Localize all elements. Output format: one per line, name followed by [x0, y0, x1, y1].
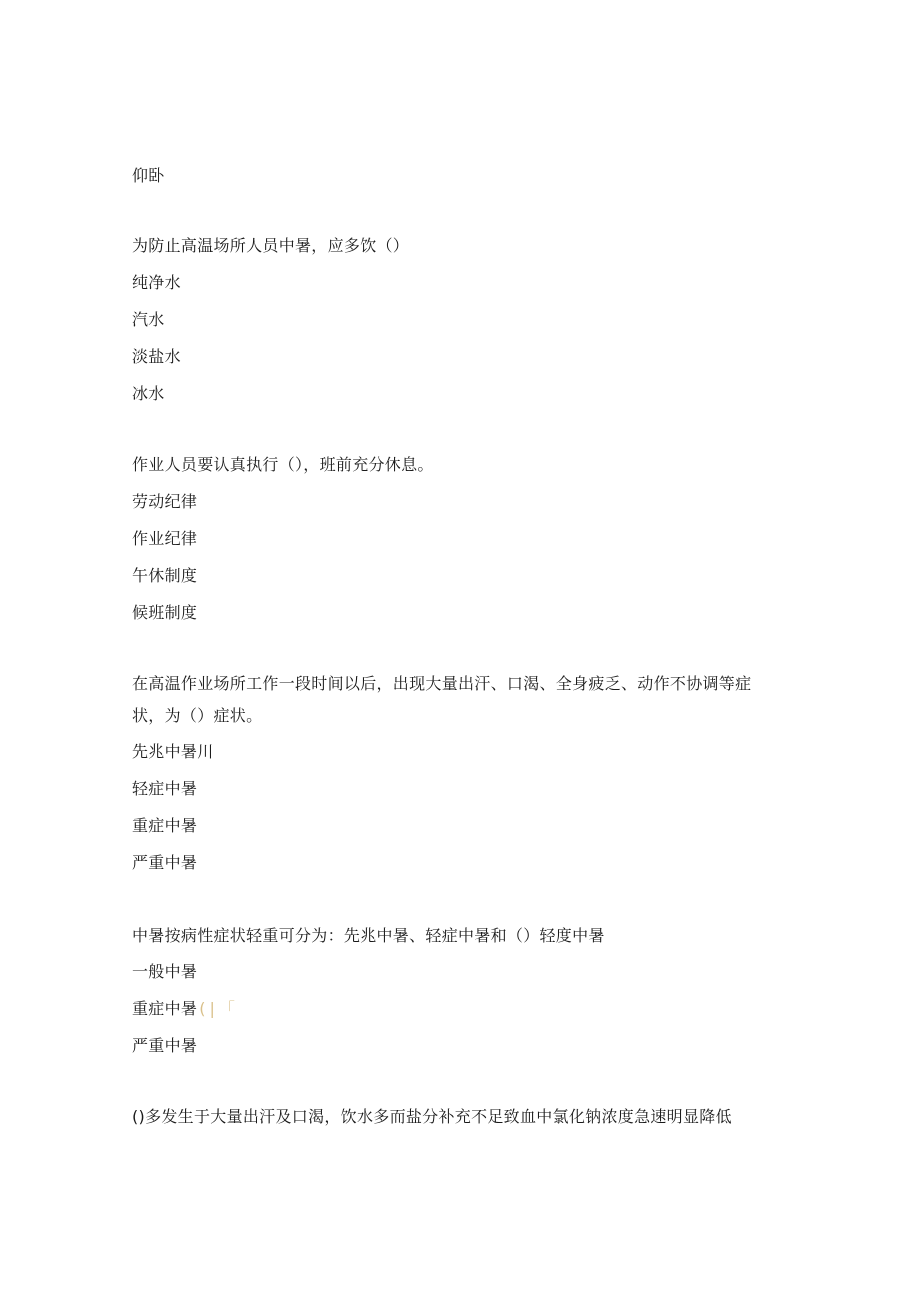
option-text-with-mark [132, 999, 239, 1019]
option-text: 作业纪律 [132, 529, 198, 548]
option-text: 冰水 [132, 384, 165, 403]
option-text: 淡盐水 [132, 347, 181, 366]
option-text: 严重中暑 [132, 853, 198, 872]
option-text: 重症中暑 [132, 816, 198, 835]
question-text: 中暑按病性症状轻重可分为：先兆中暑、轻症中暑和（）轻度中暑 [132, 926, 605, 945]
option-text: 午休制度 [132, 566, 198, 585]
option-text: 纯净水 [132, 273, 181, 292]
option-label: 重症中暑 [132, 999, 198, 1018]
question-text: 作业人员要认真执行（），班前充分休息。 [132, 455, 434, 474]
option-text: 一般中暑 [132, 962, 198, 981]
option-text: 汽水 [132, 310, 165, 329]
option-text: 劳动纪律 [132, 492, 198, 511]
question-text: 在高温作业场所工作一段时间以后，出现大量出汗、口渴、全身疲乏、动作不协调等症 [132, 674, 752, 693]
option-text: 先兆中暑川 [132, 742, 214, 761]
question-text: 为防止高温场所人员中暑，应多饮（） [132, 236, 410, 255]
option-text: 严重中暑 [132, 1036, 198, 1055]
option-text: 轻症中暑 [132, 779, 198, 798]
question-text-continued: 状，为（）症状。 [132, 706, 263, 725]
stray-mark: (|「 [199, 999, 239, 1018]
option-text: 候班制度 [132, 603, 198, 622]
option-text: 仰卧 [132, 166, 165, 185]
question-text: ()多发生于大量出汗及口渴，饮水多而盐分补充不足致血中氯化钠浓度急速明显降低 [132, 1107, 732, 1126]
